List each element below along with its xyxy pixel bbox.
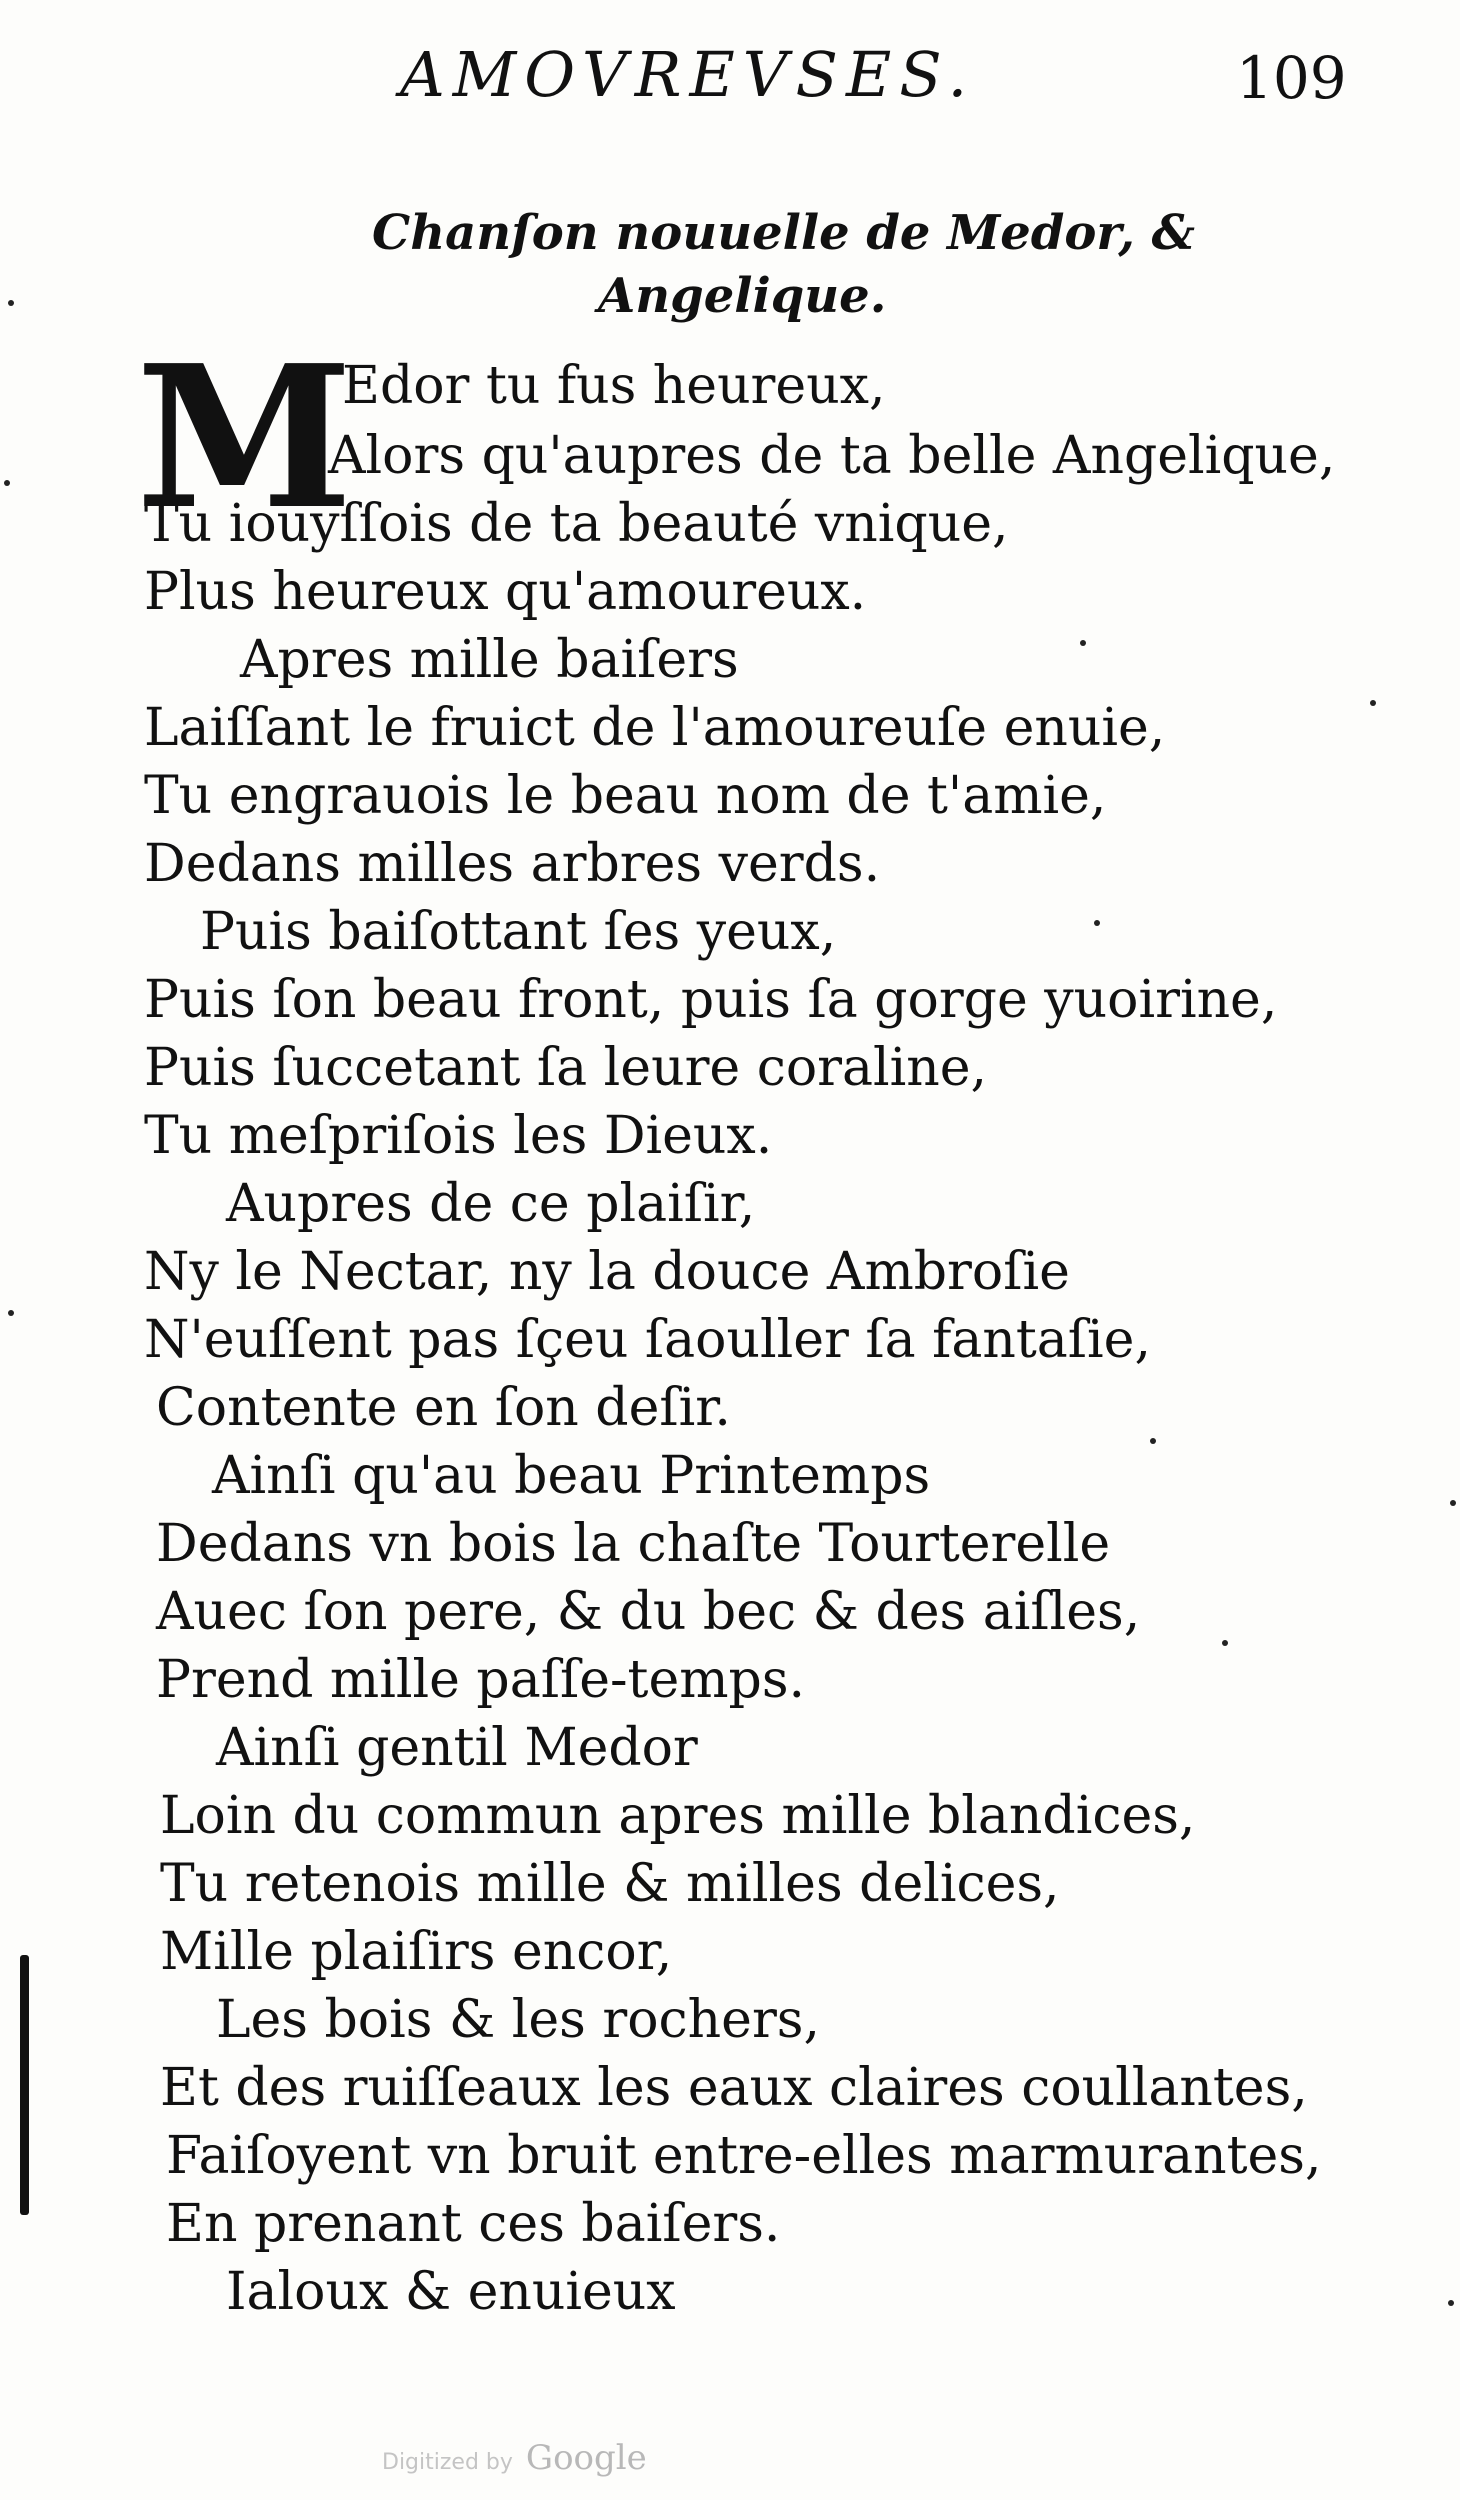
- song-title-line-1: Chanſon nouuelle de Medor, &: [372, 205, 1195, 261]
- verse-line: Mille plaiſirs encor,: [160, 1922, 673, 1982]
- google-logo: Google: [525, 2438, 647, 2478]
- ink-speck: [1450, 1500, 1456, 1506]
- verse-line: Aupres de ce plaiſir,: [226, 1174, 756, 1234]
- ink-speck: [1448, 2300, 1454, 2306]
- verse-line: Puis ſuccetant ſa leure coraline,: [144, 1038, 988, 1098]
- margin-rule: [20, 1955, 29, 2215]
- watermark-prefix: Digitized by: [382, 2450, 513, 2475]
- ink-speck: [8, 1310, 14, 1316]
- verse-line: Ny le Nectar, ny la douce Ambroſie: [144, 1242, 1070, 1302]
- verse-line: Dedans vn bois la chaſte Tourterelle: [156, 1514, 1111, 1574]
- verse-line: Puis ſon beau front, puis ſa gorge yuoirine,: [144, 970, 1278, 1030]
- verse-line: Ainſi gentil Medor: [216, 1718, 698, 1778]
- ink-speck: [1094, 920, 1100, 926]
- ink-speck: [8, 300, 14, 306]
- page-number: 109: [1236, 44, 1347, 112]
- verse-line: Les bois & les rochers,: [216, 1990, 821, 2050]
- verse-line: Tu retenois mille & milles delices,: [160, 1854, 1060, 1914]
- verse-line: Ainſi qu'au beau Printemps: [212, 1446, 931, 1506]
- verse-line: Dedans milles arbres verds.: [144, 834, 881, 894]
- verse-line: Plus heureux qu'amoureux.: [144, 562, 867, 622]
- verse-line: Contente en ſon deſir.: [156, 1378, 731, 1438]
- verse-line: Tu iouyſſois de ta beauté vnique,: [144, 494, 1009, 554]
- drop-cap: M: [136, 323, 353, 553]
- digitized-watermark: [382, 2438, 647, 2478]
- ink-speck: [1150, 1438, 1156, 1444]
- verse-line: Ialoux & enuieux: [226, 2262, 676, 2322]
- verse-line: Tu engrauois le beau nom de t'amie,: [144, 766, 1107, 826]
- ink-speck: [4, 480, 10, 486]
- running-head: AMOVREVSES.: [400, 38, 976, 111]
- verse-line: Laiſſant le fruict de l'amoureuſe enuie,: [144, 698, 1166, 758]
- ink-speck: [1370, 700, 1376, 706]
- verse-line: Puis baiſottant ſes yeux,: [200, 902, 837, 962]
- song-title-line-2: Angelique.: [598, 268, 887, 324]
- verse-line: Faiſoyent vn bruit entre-elles marmurantes,: [166, 2126, 1322, 2186]
- verse-line: Loin du commun apres mille blandices,: [160, 1786, 1196, 1846]
- verse-line: Apres mille baiſers: [240, 630, 739, 690]
- verse-line: Tu meſpriſois les Dieux.: [144, 1106, 773, 1166]
- verse-line: N'euſſent pas ſçeu ſaouller ſa fantaſie,: [144, 1310, 1151, 1370]
- ink-speck: [1080, 640, 1086, 646]
- verse-line: Prend mille paſſe-temps.: [156, 1650, 806, 1710]
- verse-line: Alors qu'aupres de ta belle Angelique,: [328, 426, 1336, 486]
- ink-speck: [1222, 1640, 1228, 1646]
- verse-line: Et des ruiſſeaux les eaux claires coullantes,: [160, 2058, 1308, 2118]
- verse-line: Edor tu fus heureux,: [342, 356, 886, 416]
- verse-line: En prenant ces baiſers.: [166, 2194, 781, 2254]
- verse-line: Auec ſon pere, & du bec & des aiſles,: [156, 1582, 1141, 1642]
